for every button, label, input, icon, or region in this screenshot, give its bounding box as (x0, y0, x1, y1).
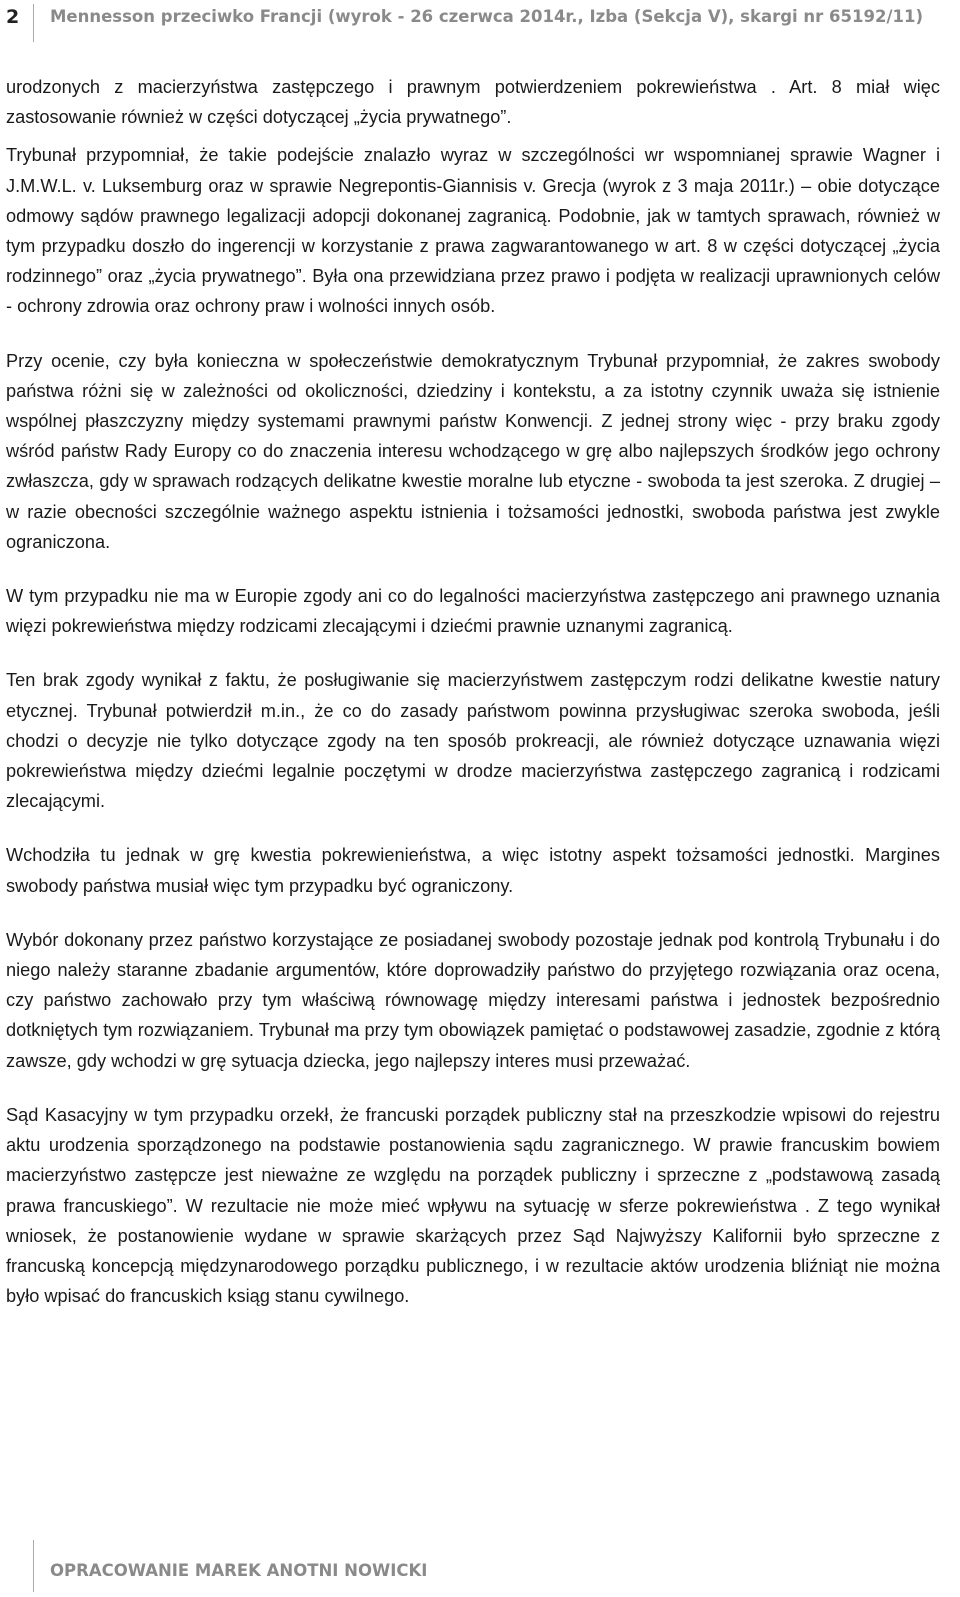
paragraph: Ten brak zgody wynikał z faktu, że posługiwanie się macierzyństwem zastępczym rodzi delikatne kwestie natury etycznej. Trybunał potwierdził m.in., że co do zasady państwom powinna przysługiwac szeroka swoboda, jeśli chodzi o decyzje nie tylko dotyczące zgody na ten sposób prokreacji, ale również dotyczące uznawania więzi pokrewieństwa między dziećmi legalnie poczętymi w drodze macierzyństwa zastępczego zagranicą i rodzicami zlecającymi. (6, 670, 940, 812)
paragraph: Wchodziła tu jednak w grę kwestia pokrewienieństwa, a więc istotny aspekt tożsamości jednostki. Margines swobody państwa musiał więc tym przypadku być ograniczony. (6, 845, 940, 896)
header-divider (33, 4, 34, 42)
page-number: 2 (6, 6, 20, 28)
paragraph: Sąd Kasacyjny w tym przypadku orzekł, że francuski porządek publiczny stał na przeszkodzie wpisowi do rejestru aktu urodzenia sporządzonego na podstawie postanowienia sądu zagranicznego. W prawie francuskim bowiem macierzyństwo zastępcze jest nieważne ze względu na porządek publiczny i sprzeczne z „podstawową zasadą prawa francuskiego”. W rezultacie nie może mieć wpływu na sytuację w sferze pokrewieństwa . Z tego wynikał wniosek, że postanowienie wydane w sprawie skarżących przez Sąd Najwyższy Kalifornii było sprzeczne z francuską koncepcją międzynarodowego porządku publicznego, i w rezultacie aktów urodzenia bliźniąt nie można było wpisać do francuskich ksiąg stanu cywilnego. (6, 1104, 940, 1307)
footer-author: OPRACOWANIE MAREK ANOTNI NOWICKI (50, 1561, 428, 1580)
page-footer (0, 1540, 960, 1597)
paragraph: Trybunał przypomniał, że takie podejście znalazło wyraz w szczególności wr wspomnianej sprawie Wagner i J.M.W.L. v. Luksemburg oraz w sprawie Negrepontis-Giannisis v. Grecja (wyrok z 3 maja 2011r.) – obie dotyczące odmowy sądów prawnego legalizacji adopcji dokonanej zagranicą. Podobnie, jak w tamtych sprawach, również w tym przypadku doszło do ingerencji w korzystanie z prawa zagwarantowanego w art. 8 w części dotyczącej „życia rodzinnego” oraz „życia prywatnego”. Była ona przewidziana przez prawo i podjęta w realizacji uprawnionych celów - ochrony zdrowia oraz ochrony praw i wolności innych osób. (6, 145, 940, 317)
page-header (0, 0, 960, 46)
footer-divider (33, 1540, 34, 1592)
document-body (6, 72, 940, 1335)
paragraph: Wybór dokonany przez państwo korzystające ze posiadanej swobody pozostaje jednak pod kontrolą Trybunału i do niego należy staranne zbadanie argumentów, które doprowadziły państwo do przyjętego rozwiązania oraz ocena, czy państwo zachowało przy tym właściwą równowagę między interesami państwa i jednostek bezpośrednio dotkniętych tym rozwiązaniem. Trybunał ma przy tym obowiązek pamiętać o podstawowej zasadzie, zgodnie z którą zawsze, gdy wchodzi w grę sytuacja dziecka, jego najlepszy interes musi przeważać. (6, 929, 940, 1071)
running-header-title: Mennesson przeciwko Francji (wyrok - 26 czerwca 2014r., Izba (Sekcja V), skargi nr 65192/11) (50, 7, 923, 26)
paragraph: urodzonych z macierzyństwa zastępczego i prawnym potwierdzeniem pokrewieństwa . Art. 8 miał więc zastosowanie również w części dotyczącej „życia prywatnego”. (6, 77, 940, 128)
paragraph: W tym przypadku nie ma w Europie zgody ani co do legalności macierzyństwa zastępczego ani prawnego uznania więzi pokrewieństwa między rodzicami zlecającymi i dziećmi prawnie uznanymi zagranicą. (6, 586, 940, 637)
paragraph: Przy ocenie, czy była konieczna w społeczeństwie demokratycznym Trybunał przypomniał, że zakres swobody państwa różni się w zależności od okoliczności, dziedziny i kontekstu, a za istotny czynnik uważa się istnienie wspólnej płaszczyzny między systemami prawnymi państw Konwencji. Z jednej strony więc - przy braku zgody wśród państw Rady Europy co do znaczenia interesu wchodzącego w grę albo najlepszych środków jego ochrony zwłaszcza, gdy w sprawach rodzących delikatne kwestie moralne lub etyczne - swoboda ta jest szeroka. Z drugiej – w razie obecności szczególnie ważnego aspektu istnienia i tożsamości jednostki, swoboda państwa jest zwykle ograniczona. (6, 350, 940, 552)
